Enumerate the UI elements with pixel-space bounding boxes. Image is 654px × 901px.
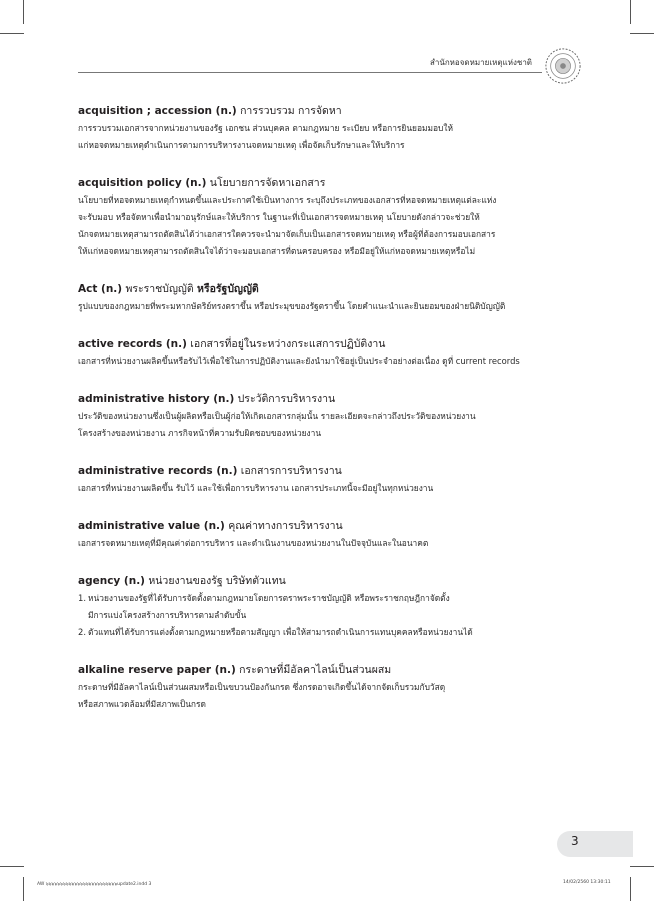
entry-term: [78, 102, 578, 120]
page-number: 3: [571, 834, 579, 848]
term-thai: นโยบายการจัดหาเอกสาร: [209, 177, 326, 189]
entry-definition: [78, 298, 578, 315]
term-english: administrative value (n.): [78, 520, 225, 532]
definition-line: เอกสารจดหมายเหตุที่มีคุณค่าต่อการบริหาร และดำเนินงานของหน่วยงานในปัจจุบันและในอนาคต: [78, 538, 429, 548]
definition-line: ประวัติของหน่วยงานซึ่งเป็นผู้ผลิตหรือเป็นผู้ก่อให้เกิดเอกสารกลุ่มนั้น รายละเอียดจะกล่าวถึงประวัติของหน่วยงาน: [78, 411, 476, 421]
term-thai: คุณค่าทางการบริหารงาน: [228, 520, 343, 532]
crop-mark: [23, 0, 24, 24]
term-thai: เอกสารการบริหารงาน: [240, 465, 342, 477]
crop-mark: [23, 877, 24, 901]
entry-term: [78, 517, 578, 535]
entry-definition: [78, 408, 578, 442]
term-thai: กระดาษที่มีอัลคาไลน์เป็นส่วนผสม: [239, 664, 392, 676]
term-english: administrative records (n.): [78, 465, 238, 477]
numbered-list-item: [78, 624, 578, 641]
list-item-text: ตัวแทนที่ได้รับการแต่งตั้งตามกฎหมายหรือตามสัญญา เพื่อให้สามารถดำเนินการแทนบุคคลหรือหน่วยงานได้: [88, 627, 473, 637]
crop-mark: [630, 866, 654, 867]
term-thai: ประวัติการบริหารงาน: [237, 393, 336, 405]
term-thai: เอกสารที่อยู่ในระหว่างกระแสการปฏิบัติงาน: [190, 338, 386, 350]
term-english: Act (n.): [78, 283, 123, 295]
entry-definition: [78, 480, 578, 497]
term-thai: การรวบรวม การจัดหา: [240, 105, 342, 117]
entry-term: [78, 390, 578, 408]
definition-line: โครงสร้างของหน่วยงาน ภารกิจหน้าที่ความรับผิดชอบของหน่วยงาน: [78, 428, 322, 438]
list-number: 2.: [78, 627, 86, 637]
entry-term: [78, 335, 578, 353]
glossary-entry: [78, 517, 578, 552]
entry-term: [78, 661, 578, 679]
entry-term: [78, 462, 578, 480]
definition-line: ให้แก่หอจดหมายเหตุสามารถตัดสินใจได้ว่าจะมอบเอกสารที่ตนครอบครอง หรือมีอยู่ให้แก่หอจดหมายเหตุหรือไม่: [78, 246, 476, 256]
print-slug-filename: AW ๖๖๖๖๖๖๖๖๖๖๖๖๖๖๖๖๖๖๖๖๖๖๖๖๖update2.indd 3: [37, 882, 152, 887]
crop-mark: [630, 0, 631, 24]
entry-definition: [78, 590, 578, 641]
entry-term: [78, 572, 578, 590]
header-rule: [78, 72, 542, 73]
numbered-list-item: [78, 590, 578, 607]
crop-mark: [630, 877, 631, 901]
definition-line: เอกสารที่หน่วยงานผลิตขึ้นหรือรับไว้เพื่อใช้ในการปฏิบัติงานและยังนำมาใช้อยู่เป็นประจำอย่างต่อเนื่อง ดูที่ current records: [78, 356, 520, 366]
definition-line: หรือสภาพแวดล้อมที่มีสภาพเป็นกรด: [78, 699, 206, 709]
glossary-entry: [78, 280, 578, 315]
entry-definition: [78, 192, 578, 260]
archives-seal-icon: [544, 47, 582, 85]
term-thai: หน่วยงานของรัฐ บริษัทตัวแทน: [148, 575, 286, 587]
crop-mark: [0, 33, 24, 34]
definition-line: จะรับมอบ หรือจัดหาเพื่อนำมาอนุรักษ์และให้บริการ ในฐานะที่เป็นเอกสารจดหมายเหตุ นโยบายดังกล่าวจะช่วยให้: [78, 212, 480, 222]
entry-term: [78, 174, 578, 192]
term-english: active records (n.): [78, 338, 187, 350]
list-item-text: หน่วยงานของรัฐที่ได้รับการจัดตั้งตามกฎหมายโดยการตราพระราชบัญญัติ หรือพระราชกฤษฎีกาจัดตั้ง: [88, 593, 450, 603]
glossary-entry: [78, 390, 578, 442]
print-slug-timestamp: 14/02/2560 13:30:11: [563, 880, 611, 885]
header-title: สำนักหอจดหมายเหตุแห่งชาติ: [429, 58, 532, 67]
definition-line: แก่หอจดหมายเหตุดำเนินการตามการบริหารงานจดหมายเหตุ เพื่อจัดเก็บรักษาและให้บริการ: [78, 140, 405, 150]
glossary-entry: [78, 661, 578, 713]
crop-mark: [0, 866, 24, 867]
entry-definition: [78, 353, 578, 370]
glossary-entry: [78, 462, 578, 497]
glossary-entry: [78, 335, 578, 370]
glossary-entry: [78, 572, 578, 641]
definition-line: เอกสารที่หน่วยงานผลิตขึ้น รับไว้ และใช้เพื่อการบริหารงาน เอกสารประเภทนี้จะมีอยู่ในทุกหน่วยงาน: [78, 483, 434, 493]
term-thai: พระราชบัญญัติ: [125, 283, 194, 295]
entry-definition: [78, 120, 578, 154]
term-english: agency (n.): [78, 575, 145, 587]
term-english: administrative history (n.): [78, 393, 235, 405]
crop-mark: [630, 33, 654, 34]
definition-line: การรวบรวมเอกสารจากหน่วยงานของรัฐ เอกชน ส่วนบุคคล ตามกฎหมาย ระเบียบ หรือการยินยอมมอบให้: [78, 123, 453, 133]
list-number: 1.: [78, 593, 86, 603]
entry-term: [78, 280, 578, 298]
term-english: acquisition policy (n.): [78, 177, 207, 189]
term-english: alkaline reserve paper (n.): [78, 664, 236, 676]
entry-definition: [78, 679, 578, 713]
glossary-entry: [78, 174, 578, 260]
glossary-entry: [78, 102, 578, 154]
glossary-content: [78, 102, 578, 733]
entry-definition: [78, 535, 578, 552]
page-number-tab: [557, 831, 633, 857]
definition-line: นักจดหมายเหตุสามารถตัดสินได้ว่าเอกสารใดควรจะนำมาจัดเก็บเป็นเอกสารจดหมายเหตุ หรือผู้ที่ต้องการมอบเอกสาร: [78, 229, 496, 239]
list-item-continuation: มีการแบ่งโครงสร้างการบริหารตามลำดับขั้น: [88, 610, 247, 620]
term-thai-emphasis: หรือรัฐบัญญัติ: [197, 283, 259, 295]
definition-line: นโยบายที่หอจดหมายเหตุกำหนดขึ้นและประกาศใช้เป็นทางการ ระบุถึงประเภทของเอกสารที่หอจดหมายเหตุแต่ละแห่ง: [78, 195, 497, 205]
definition-line: กระดาษที่มีอัลคาไลน์เป็นส่วนผสมหรือเป็นขบวนป้องกันกรด ซึ่งกรดอาจเกิดขึ้นได้จากจัดเก็บรวมกับวัสดุ: [78, 682, 446, 692]
term-english: acquisition ; accession (n.): [78, 105, 237, 117]
definition-line: รูปแบบของกฎหมายที่พระมหากษัตริย์ทรงตราขึ้น หรือประมุขของรัฐตราขึ้น โดยคำแนะนำและยินยอมของฝ่ายนิติบัญญัติ: [78, 301, 506, 311]
